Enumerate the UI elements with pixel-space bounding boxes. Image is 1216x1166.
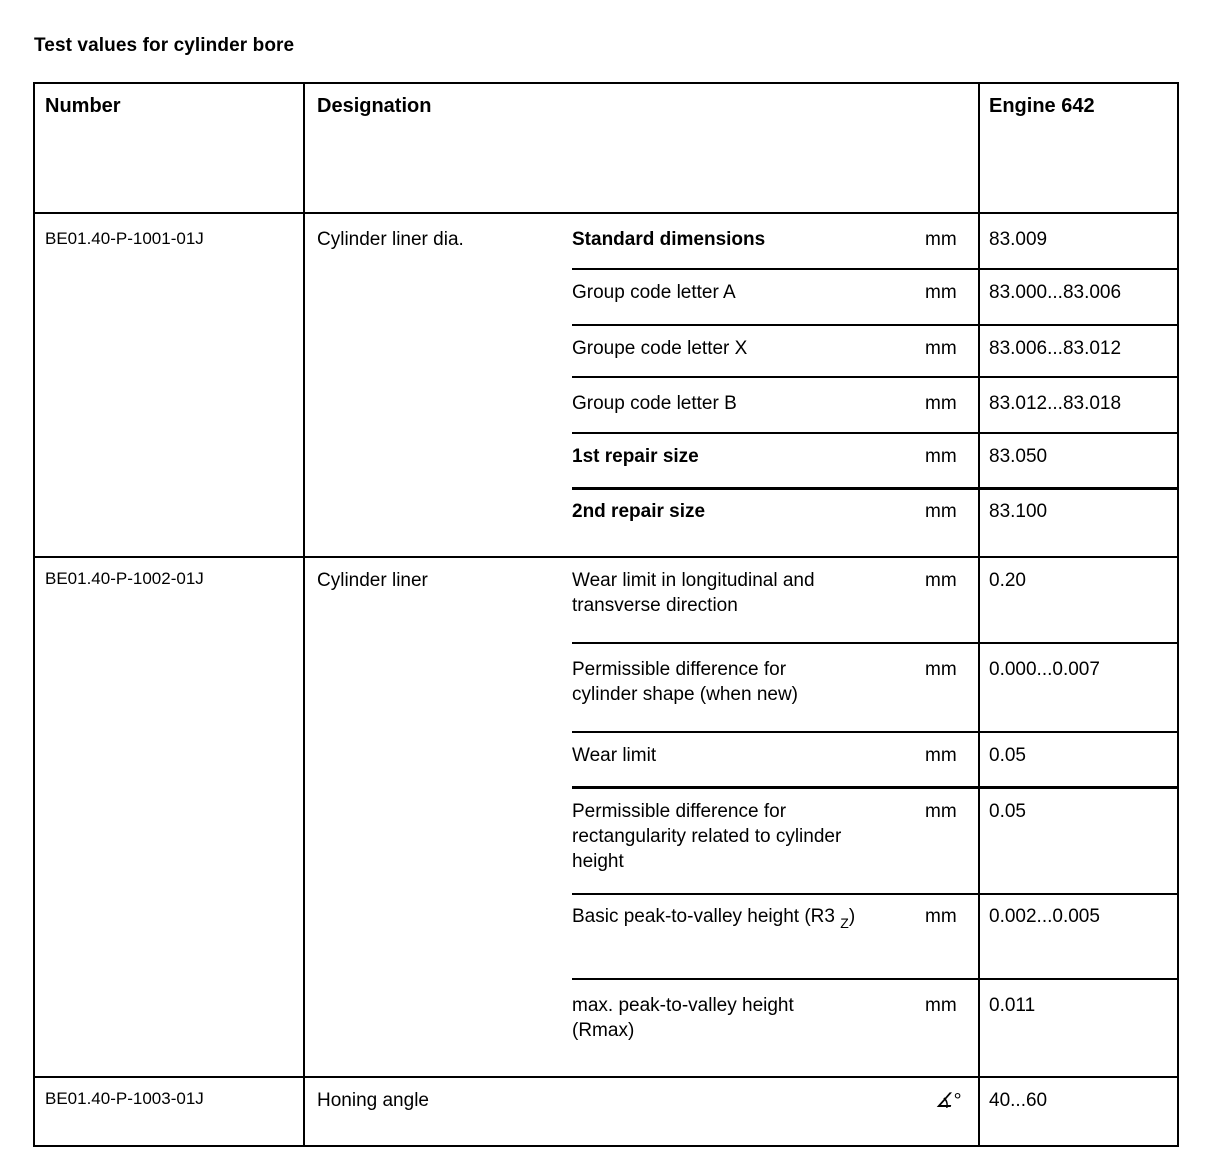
row-label: Wear limit [572, 745, 657, 766]
row-label: Wear limit in longitudinal and transverse direction [572, 570, 815, 616]
row-label: Permissible difference for rectangularity related to cylinder height [572, 801, 842, 872]
row-unit: mm [925, 659, 957, 680]
row-unit: mm [925, 570, 957, 591]
header-engine: Engine 642 [989, 95, 1095, 117]
row-divider [572, 786, 1177, 789]
group-designation: Cylinder liner dia. [317, 229, 464, 250]
page-title: Test values for cylinder bore [34, 35, 295, 56]
col-divider-number [303, 84, 305, 1145]
row-value: 0.05 [989, 801, 1026, 822]
row-value: 83.009 [989, 229, 1048, 250]
row-unit: mm [925, 229, 957, 250]
row-value: 83.012...83.018 [989, 393, 1122, 414]
row-label: Groupe code letter X [572, 338, 748, 359]
group-designation: Honing angle [317, 1090, 429, 1111]
row-divider [572, 487, 1177, 490]
row-divider [572, 268, 1177, 270]
row-value: 40...60 [989, 1090, 1048, 1111]
row-unit: mm [925, 282, 957, 303]
row-divider [572, 324, 1177, 326]
col-divider-engine [978, 84, 980, 1145]
row-unit: mm [925, 745, 957, 766]
row-unit: mm [925, 906, 957, 927]
header-designation: Designation [317, 95, 432, 117]
group-number: BE01.40-P-1003-01J [45, 1089, 204, 1108]
row-divider [572, 432, 1177, 434]
row-label: Permissible difference for cylinder shape (when new) [572, 659, 799, 705]
row-label: max. peak-to-valley height (Rmax) [572, 995, 794, 1041]
row-unit: mm [925, 501, 957, 522]
row-divider [572, 978, 1177, 980]
row-label: Group code letter A [572, 282, 736, 303]
row-divider [572, 893, 1177, 895]
row-label: Group code letter B [572, 393, 737, 414]
row-unit: mm [925, 393, 957, 414]
row-unit: mm [925, 446, 957, 467]
row-label-roughness [572, 904, 855, 936]
group-divider [35, 556, 1177, 558]
row-value: 83.006...83.012 [989, 338, 1122, 359]
row-label-subscript: Z [840, 915, 849, 931]
row-divider [572, 376, 1177, 378]
row-value: 83.050 [989, 446, 1048, 467]
row-value: 83.000...83.006 [989, 282, 1122, 303]
header-number: Number [45, 95, 121, 117]
row-label: Standard dimensions [572, 229, 766, 250]
row-label-main: Basic peak-to-valley height (R3 [572, 906, 835, 927]
group-number: BE01.40-P-1002-01J [45, 569, 204, 588]
group-number: BE01.40-P-1001-01J [45, 229, 204, 248]
row-label-end: ) [848, 906, 856, 927]
row-unit: mm [925, 338, 957, 359]
row-divider [572, 642, 1177, 644]
row-value: 0.002...0.005 [989, 906, 1100, 927]
angle-degree-icon: ∡° [935, 1090, 961, 1112]
test-values-table [33, 82, 1179, 1147]
row-value: 83.100 [989, 501, 1048, 522]
group-designation: Cylinder liner [317, 570, 428, 591]
row-value: 0.011 [989, 995, 1036, 1016]
row-label: 1st repair size [572, 446, 699, 467]
row-unit: mm [925, 801, 957, 822]
header-divider [35, 212, 1177, 214]
row-value: 0.05 [989, 745, 1026, 766]
group-divider [35, 1076, 1177, 1078]
row-value: 0.000...0.007 [989, 659, 1100, 680]
row-unit: mm [925, 995, 957, 1016]
row-label: 2nd repair size [572, 501, 706, 522]
row-value: 0.20 [989, 570, 1026, 591]
row-divider [572, 731, 1177, 733]
